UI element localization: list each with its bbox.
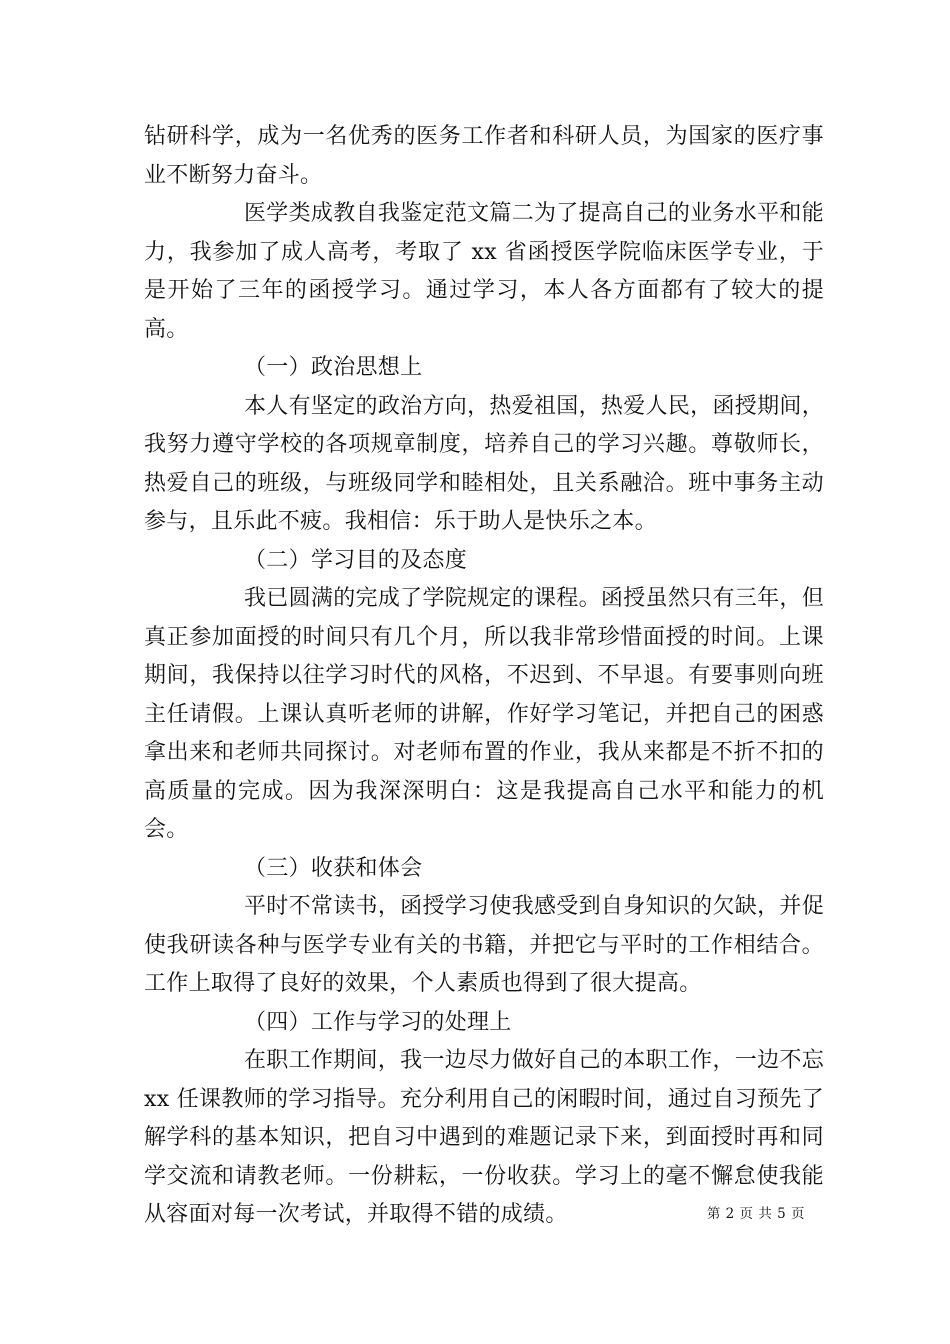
paragraph-intro: 医学类成教自我鉴定范文篇二为了提高自己的业务水平和能力，我参加了成人高考，考取了 xx 省函授医学院临床医学专业，于是开始了三年的函授学习。通过学习，本人各方面都有了较大的提高。 — [144, 201, 824, 342]
paragraph-politics: 本人有坚定的政治方向，热爱祖国，热爱人民，函授期间，我努力遵守学校的各项规章制度，培养自己的学习兴趣。尊敬师长，热爱自己的班级，与班级同学和睦相处，且关系融洽。班中事务主动参与，且乐此不疲。我相信：乐于助人是快乐之本。 — [144, 393, 824, 534]
paragraph-study-goals: 我已圆满的完成了学院规定的课程。函授虽然只有三年，但真正参加面授的时间只有几个月，所以我非常珍惜面授的时间。上课期间，我保持以往学习时代的风格，不迟到、不早退。有要事则向班主任请假。上课认真听老师的讲解，作好学习笔记，并把自己的困惑拿出来和老师共同探讨。对老师布置的作业，我从来都是不折不扣的高质量的完成。因为我深深明白：这是我提高自己水平和能力的机会。 — [144, 586, 824, 842]
section-heading-study-goals: （二）学习目的及态度 — [244, 547, 468, 573]
document-body — [144, 118, 824, 1235]
paragraph-gains: 平时不常读书，函授学习使我感受到自身知识的欠缺，并促使我研读各种与医学专业有关的书籍，并把它与平时的工作相结合。工作上取得了良好的效果，个人素质也得到了很大提高。 — [144, 894, 824, 996]
section-heading-politics: （一）政治思想上 — [244, 355, 423, 380]
section-heading-work-study: （四）工作与学习的处理上 — [244, 1009, 512, 1035]
paragraph-work-study: 在职工作期间，我一边尽力做好自己的本职工作，一边不忘 xx 任课教师的学习指导。充分利用自己的闲暇时间，通过自习预先了解学科的基本知识，把自习中遇到的难题记录下来，到面授时再和同学交流和请教老师。一份耕耘，一份收获。学习上的毫不懈怠使我能从容面对每一次考试，并取得不错的成绩。 — [144, 1048, 824, 1227]
paragraph-continuation: 钻研科学，成为一名优秀的医务工作者和科研人员，为国家的医疗事业不断努力奋斗。 — [144, 124, 824, 188]
section-heading-gains: （三）收获和体会 — [244, 855, 423, 881]
page-number-footer: 第 2 页 共 5 页 — [706, 1206, 805, 1222]
